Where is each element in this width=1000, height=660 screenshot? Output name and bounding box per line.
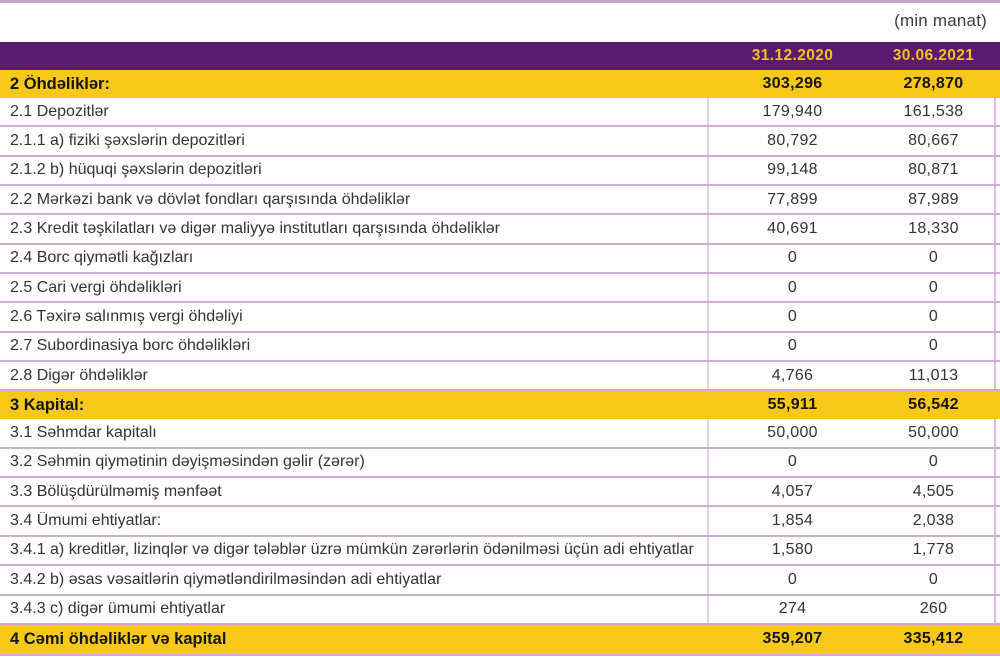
value-31-12-2020: 40,691 bbox=[767, 220, 818, 238]
value-30-06-2021: 161,538 bbox=[903, 102, 964, 120]
table-row bbox=[0, 449, 1000, 478]
row-label: 2.3 Kredit təşkilatları və digər maliyyə institutları qarşısında öhdəliklər bbox=[10, 220, 500, 238]
table-row bbox=[0, 596, 1000, 625]
table-body bbox=[0, 70, 1000, 654]
table-row bbox=[0, 507, 1000, 536]
table-row bbox=[0, 333, 1000, 362]
row-label: 3.3 Bölüşdürülməmiş mənfəət bbox=[10, 482, 222, 500]
value-31-12-2020: 0 bbox=[787, 308, 798, 326]
row-label: 4 Cəmi öhdəliklər və kapital bbox=[10, 629, 227, 648]
section-total-row bbox=[0, 391, 1000, 419]
value-30-06-2021: 0 bbox=[928, 249, 939, 267]
row-label: 3.4.2 b) əsas vəsaitlərin qiymətləndirilməsindən adi ehtiyatlar bbox=[10, 570, 442, 588]
column-header-date-1: 31.12.2020 bbox=[751, 47, 834, 64]
value-31-12-2020: 4,057 bbox=[771, 482, 814, 500]
value-30-06-2021: 0 bbox=[928, 308, 939, 326]
row-label: 3.4 Ümumi ehtiyatlar: bbox=[10, 512, 162, 530]
table-row bbox=[0, 419, 1000, 448]
row-label: 2.1 Depozitlər bbox=[10, 102, 109, 120]
value-30-06-2021: 50,000 bbox=[908, 424, 959, 442]
unit-note: (min manat) bbox=[894, 11, 987, 30]
value-31-12-2020: 1,854 bbox=[771, 512, 814, 530]
value-31-12-2020: 1,580 bbox=[771, 541, 814, 559]
value-31-12-2020: 0 bbox=[787, 249, 798, 267]
table-row bbox=[0, 127, 1000, 156]
value-30-06-2021: 0 bbox=[928, 278, 939, 296]
value-31-12-2020: 303,296 bbox=[762, 75, 823, 92]
value-31-12-2020: 0 bbox=[787, 570, 798, 588]
value-30-06-2021: 278,870 bbox=[903, 75, 964, 92]
table-row bbox=[0, 566, 1000, 595]
row-label: 3.1 Səhmdar kapitalı bbox=[10, 424, 157, 442]
row-label: 2.5 Cari vergi öhdəlikləri bbox=[10, 278, 182, 296]
row-label: 3.2 Səhmin qiymətinin dəyişməsindən gəlir (zərər) bbox=[10, 453, 365, 471]
value-31-12-2020: 77,899 bbox=[767, 190, 818, 208]
table-row bbox=[0, 274, 1000, 303]
row-label: 2.8 Digər öhdəliklər bbox=[10, 366, 148, 384]
table-row bbox=[0, 537, 1000, 566]
row-label: 2.1.2 b) hüquqi şəxslərin depozitləri bbox=[10, 161, 262, 179]
row-label: 2.4 Borc qiymətli kağızları bbox=[10, 249, 194, 267]
row-label: 2.6 Təxirə salınmış vergi öhdəliyi bbox=[10, 308, 243, 326]
value-30-06-2021: 18,330 bbox=[908, 220, 959, 238]
value-30-06-2021: 335,412 bbox=[903, 630, 964, 648]
page-bottom-divider bbox=[0, 654, 1000, 656]
value-30-06-2021: 80,871 bbox=[908, 161, 959, 179]
value-31-12-2020: 359,207 bbox=[762, 630, 823, 648]
value-31-12-2020: 0 bbox=[787, 337, 798, 355]
table-row bbox=[0, 478, 1000, 507]
liabilities-capital-table bbox=[0, 42, 1000, 654]
row-label: 3.4.3 c) digər ümumi ehtiyatlar bbox=[10, 600, 226, 618]
value-30-06-2021: 4,505 bbox=[912, 482, 955, 500]
value-31-12-2020: 80,792 bbox=[767, 132, 818, 150]
value-31-12-2020: 179,940 bbox=[762, 102, 823, 120]
value-30-06-2021: 80,667 bbox=[908, 132, 959, 150]
value-31-12-2020: 274 bbox=[778, 600, 807, 618]
row-label: 3.4.1 a) kreditlər, lizinqlər və digər tələblər üzrə mümkün zərərlərin ödənilməsi üçün adi ehtiyatlar bbox=[10, 541, 694, 559]
table-row bbox=[0, 362, 1000, 391]
row-label: 3 Kapital: bbox=[10, 395, 85, 414]
row-label: 2.1.1 a) fiziki şəxslərin depozitləri bbox=[10, 132, 245, 150]
table-row bbox=[0, 303, 1000, 332]
value-30-06-2021: 0 bbox=[928, 337, 939, 355]
value-30-06-2021: 87,989 bbox=[908, 190, 959, 208]
column-header-date-2: 30.06.2021 bbox=[892, 47, 975, 64]
value-31-12-2020: 4,766 bbox=[771, 366, 814, 384]
value-30-06-2021: 56,542 bbox=[908, 396, 959, 414]
table-row bbox=[0, 186, 1000, 215]
value-31-12-2020: 0 bbox=[787, 278, 798, 296]
row-label: 2 Öhdəliklər: bbox=[10, 74, 110, 93]
table-row bbox=[0, 215, 1000, 244]
value-30-06-2021: 0 bbox=[928, 453, 939, 471]
value-31-12-2020: 50,000 bbox=[767, 424, 818, 442]
value-31-12-2020: 55,911 bbox=[767, 396, 818, 414]
value-30-06-2021: 260 bbox=[919, 600, 948, 618]
value-30-06-2021: 1,778 bbox=[912, 541, 955, 559]
section-total-row bbox=[0, 70, 1000, 98]
row-label: 2.7 Subordinasiya borc öhdəlikləri bbox=[10, 337, 251, 355]
value-31-12-2020: 99,148 bbox=[767, 161, 818, 179]
value-30-06-2021: 2,038 bbox=[912, 512, 955, 530]
section-total-row bbox=[0, 625, 1000, 654]
table-row bbox=[0, 157, 1000, 186]
value-30-06-2021: 11,013 bbox=[908, 366, 959, 384]
page-top-divider bbox=[0, 0, 1000, 3]
table-row bbox=[0, 98, 1000, 127]
table-header-row bbox=[0, 42, 1000, 70]
value-30-06-2021: 0 bbox=[928, 570, 939, 588]
value-31-12-2020: 0 bbox=[787, 453, 798, 471]
table-row bbox=[0, 245, 1000, 274]
row-label: 2.2 Mərkəzi bank və dövlət fondları qarşısında öhdəliklər bbox=[10, 190, 411, 208]
